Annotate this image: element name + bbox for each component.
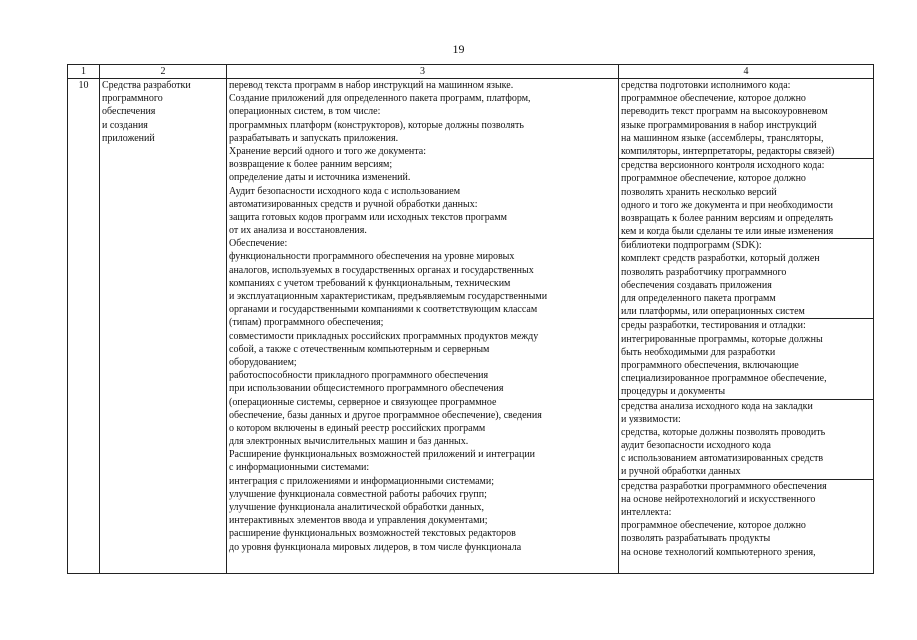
example-line: с использованием автоматизированных средств <box>621 453 824 465</box>
description-line: улучшение функционала аналитической обработки данных, <box>229 502 485 513</box>
description-line: при использовании общесистемного программного обеспечения <box>229 383 504 395</box>
example-block <box>619 79 873 158</box>
example-line: быть необходимыми для разработки <box>621 346 776 358</box>
description-line: определение даты и источника изменений. <box>229 172 411 184</box>
example-line: и уязвимости: <box>621 413 681 425</box>
example-block <box>619 238 873 318</box>
document-table <box>67 64 874 574</box>
example-line: программное обеспечение, которое должно <box>621 520 806 532</box>
description-line: (типам) программного обеспечения; <box>229 317 384 329</box>
table-row <box>68 79 874 574</box>
description-line: работоспособности прикладного программного обеспечения <box>229 370 489 382</box>
example-line: средства анализа исходного кода на закладки <box>621 400 813 412</box>
example-line: на основе нейротехнологий и искусственного <box>621 493 816 505</box>
example-line: комплект средств разработки, который должен <box>621 253 820 265</box>
table-header-row <box>68 65 874 79</box>
description-line: Аудит безопасности исходного кода с использованием <box>229 185 461 197</box>
description-line: оборудованием; <box>229 356 297 368</box>
example-line: средства, которые должны позволять проводить <box>621 426 826 438</box>
description-line: органами и государственными компаниями к соответствующим классам <box>229 304 538 316</box>
example-line: средства подготовки исполнимого кода: <box>621 80 791 91</box>
description-line: Расширение функциональных возможностей приложений и интеграции <box>229 449 536 461</box>
example-line: процедуры и документы <box>621 386 726 398</box>
example-line: обеспечения создавать приложения <box>621 279 772 291</box>
description-line: собой, а также с отечественным компьютерным и серверным <box>229 343 490 355</box>
description-line: и эксплуатационным характеристикам, предъявляемым государственными <box>229 291 548 302</box>
category-name-line: Средства разработки <box>102 80 191 91</box>
header-col-2: 2 <box>100 65 227 79</box>
example-line: средства разработки программного обеспечения <box>621 480 827 492</box>
category-name-line: обеспечения <box>102 106 156 118</box>
example-line: специализированное программное обеспечение, <box>621 373 827 385</box>
header-col-3: 3 <box>227 65 619 79</box>
example-line: позволять разрабатывать продукты <box>621 533 771 545</box>
example-line: переводить текст программ на высокоуровневом <box>621 106 828 118</box>
example-line: на основе технологий компьютерного зрения, <box>621 546 816 558</box>
example-line: среды разработки, тестирования и отладки: <box>621 320 806 332</box>
example-line: и ручной обработки данных <box>621 466 741 478</box>
row-number: 10 <box>78 80 89 91</box>
example-line: аудит безопасности исходного кода <box>621 440 771 452</box>
example-block <box>619 399 873 479</box>
description-line: обеспечение, базы данных и другое программное обеспечение), сведения <box>229 409 542 421</box>
example-block <box>619 479 873 559</box>
description-line: Создание приложений для определенного пакета программ, платформ, <box>229 93 531 105</box>
description-line: защита готовых кодов программ или исходных текстов программ <box>229 211 507 223</box>
description-line: функциональности программного обеспечения на уровне мировых <box>229 251 515 263</box>
description-line: программных платформ (конструкторов), которые должны позволять <box>229 119 524 131</box>
category-name-line: приложений <box>102 132 155 144</box>
category-name-line: и создания <box>102 119 148 131</box>
example-line: позволять разработчику программного <box>621 266 787 278</box>
description-line: компаниях с учетом требований к функциональным, техническим <box>229 277 511 289</box>
example-block <box>619 318 873 398</box>
description-line: перевод текста программ в набор инструкций на машинном языке. <box>229 80 514 91</box>
description-line: аналогов, используемых в государственных органах и государственных <box>229 264 534 276</box>
example-line: интеллекта: <box>621 507 672 518</box>
description-line: расширение функциональных возможностей текстовых редакторов <box>229 528 516 540</box>
header-col-4: 4 <box>619 65 874 79</box>
example-line: возвращать к более ранним версиям и определять <box>621 212 833 224</box>
description-line: операционных систем, в том числе: <box>229 106 381 118</box>
description-line: для электронных вычислительных машин и баз данных. <box>229 436 469 448</box>
example-line: языке программирования в набор инструкций <box>621 119 817 131</box>
example-block <box>619 158 873 238</box>
page-number: 19 <box>452 42 465 56</box>
example-line: компиляторы, интерпретаторы, редакторы связей) <box>621 145 835 157</box>
example-line: одного и того же документа и при необходимости <box>621 199 833 211</box>
description-line: Обеспечение: <box>229 238 288 250</box>
examples-cell <box>619 79 874 574</box>
description-cell <box>227 79 619 574</box>
description-line: о котором включены в единый реестр российских программ <box>229 422 486 434</box>
example-line: библиотеки подпрограмм (SDK): <box>621 240 762 252</box>
example-line: средства версионного контроля исходного кода: <box>621 160 825 172</box>
category-name-cell <box>100 79 227 574</box>
category-name-line: программного <box>102 93 163 105</box>
description-line: интерактивных элементов ввода и управления документами; <box>229 515 488 527</box>
example-line: программное обеспечение, которое должно <box>621 93 806 105</box>
description-line: улучшение функционала совместной работы рабочих групп; <box>229 488 487 500</box>
example-line: на машинном языке (ассемблеры, трансляторы, <box>621 132 824 144</box>
example-line: позволять хранить несколько версий <box>621 186 777 198</box>
description-line: Хранение версий одного и того же документа: <box>229 145 426 157</box>
example-line: или платформы, или операционных систем <box>621 306 805 318</box>
description-line: с информационными системами: <box>229 462 370 474</box>
example-line: программное обеспечение, которое должно <box>621 173 806 185</box>
description-line: автоматизированных средств и ручной обработки данных: <box>229 198 478 210</box>
header-col-1: 1 <box>68 65 100 79</box>
example-line: программного обеспечения, включающие <box>621 359 799 371</box>
description-line: интеграция с приложениями и информационными системами; <box>229 475 495 487</box>
description-line: возвращение к более ранним версиям; <box>229 159 393 171</box>
row-number-cell <box>68 79 100 574</box>
description-line: разрабатывать и запускать приложения. <box>229 132 399 144</box>
example-line: для определенного пакета программ <box>621 293 776 304</box>
example-line: кем и когда были сделаны те или иные изменения <box>621 226 834 238</box>
example-line: интегрированные программы, которые должны <box>621 333 823 345</box>
description-line: от их анализа и восстановления. <box>229 225 367 237</box>
description-line: (операционные системы, серверное и связующее программное <box>229 396 497 408</box>
description-line: совместимости прикладных российских программных продуктов между <box>229 330 539 342</box>
description-line: до уровня функционала мировых лидеров, в том числе функционала <box>229 541 522 553</box>
